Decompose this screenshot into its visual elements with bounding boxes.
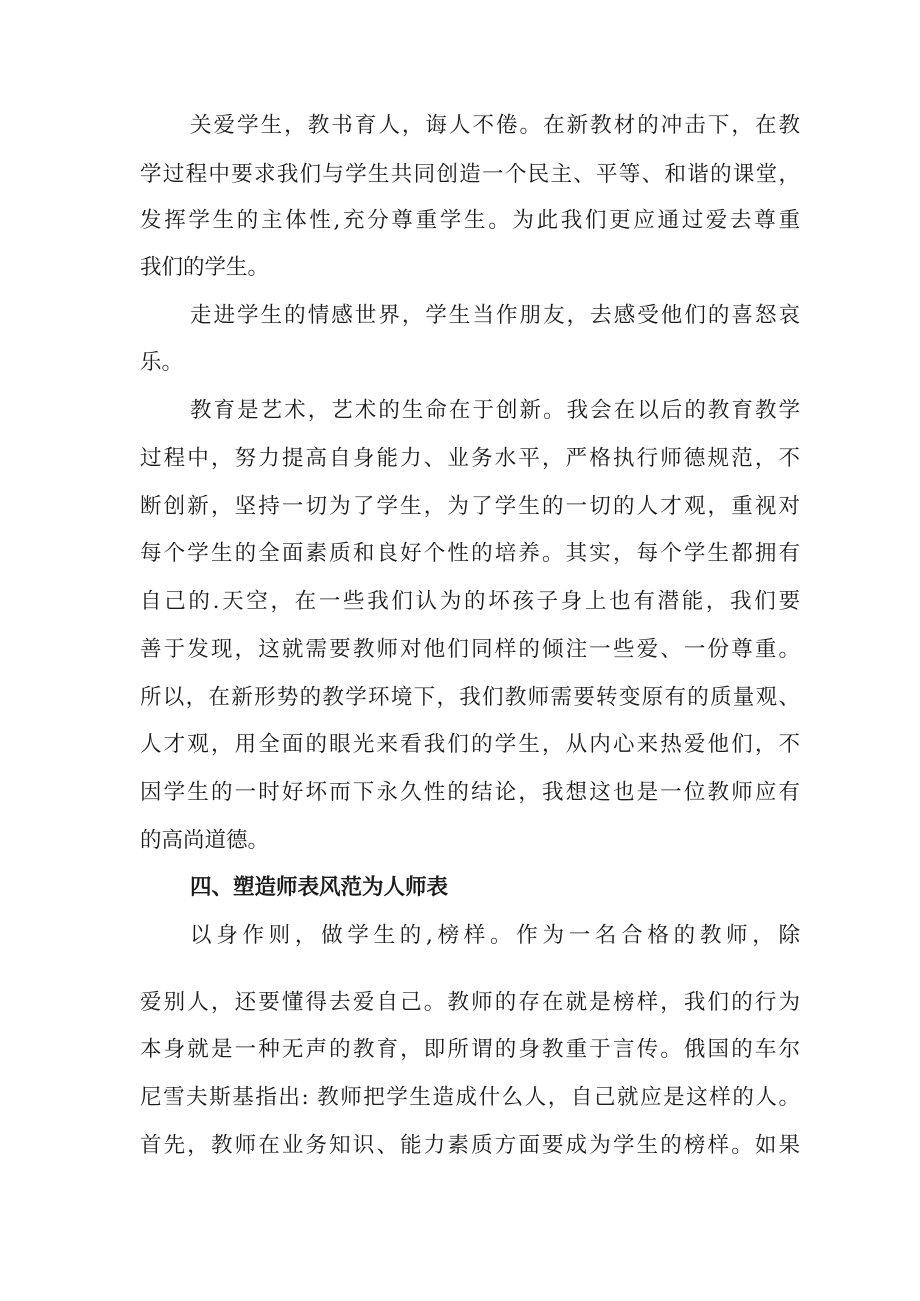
paragraph-3-line-10: 的高尚道德。 bbox=[140, 828, 270, 853]
paragraph-1-line-1: 关爱学生，教书育人，诲人不倦。在新教材的冲击下，在教 bbox=[190, 113, 800, 138]
paragraph-3-line-3: 断创新，坚持一切为了学生，为了学生的一切的人才观，重视对 bbox=[140, 494, 800, 519]
paragraph-1-line-3: 发挥学生的主体性,充分尊重学生。为此我们更应通过爱去尊重 bbox=[140, 208, 800, 233]
paragraph-4-line-5: 首先，教师在业务知识、能力素质方面要成为学生的榜样。如果 bbox=[140, 1133, 800, 1158]
paragraph-3-line-1: 教育是艺术，艺术的生命在于创新。我会在以后的教育教学 bbox=[190, 398, 800, 423]
paragraph-3-line-7: 所以，在新形势的教学环境下，我们教师需要转变原有的质量观、 bbox=[140, 685, 800, 710]
paragraph-1-line-4: 我们的学生。 bbox=[140, 255, 270, 280]
paragraph-2-line-1: 走进学生的情感世界，学生当作朋友，去感受他们的喜怒哀 bbox=[190, 303, 800, 328]
paragraph-4-line-1: 以身作则，做学生的,榜样。作为一名合格的教师，除 bbox=[190, 923, 800, 948]
paragraph-3-line-9: 因学生的一时好坏而下永久性的结论，我想这也是一位教师应有 bbox=[140, 780, 800, 805]
paragraph-3-line-4: 每个学生的全面素质和良好个性的培养。其实，每个学生都拥有 bbox=[140, 541, 800, 566]
paragraph-4-line-4: 尼雪夫斯基指出: 教师把学生造成什么人，自己就应是这样的人。 bbox=[140, 1085, 800, 1110]
section-heading: 四、塑造师表风范为人师表 bbox=[190, 875, 449, 900]
paragraph-4-line-3: 本身就是一种无声的教育，即所谓的身教重于言传。俄国的车尔 bbox=[140, 1037, 800, 1062]
paragraph-2-line-2: 乐。 bbox=[140, 350, 184, 375]
paragraph-3-line-6: 善于发现，这就需要教师对他们同样的倾注一些爱、一份尊重。 bbox=[140, 637, 800, 662]
paragraph-4-line-2: 爱别人，还要懂得去爱自己。教师的存在就是榜样，我们的行为 bbox=[140, 990, 800, 1015]
paragraph-3-line-8: 人才观，用全面的眼光来看我们的学生，从内心来热爱他们，不 bbox=[140, 732, 800, 757]
paragraph-3-line-5: 自己的.天空，在一些我们认为的坏孩子身上也有潜能，我们要 bbox=[140, 589, 800, 614]
paragraph-3-line-2: 过程中，努力提高自身能力、业务水平，严格执行师德规范，不 bbox=[140, 446, 800, 471]
paragraph-1-line-2: 学过程中要求我们与学生共同创造一个民主、平等、和谐的课堂， bbox=[140, 162, 800, 187]
